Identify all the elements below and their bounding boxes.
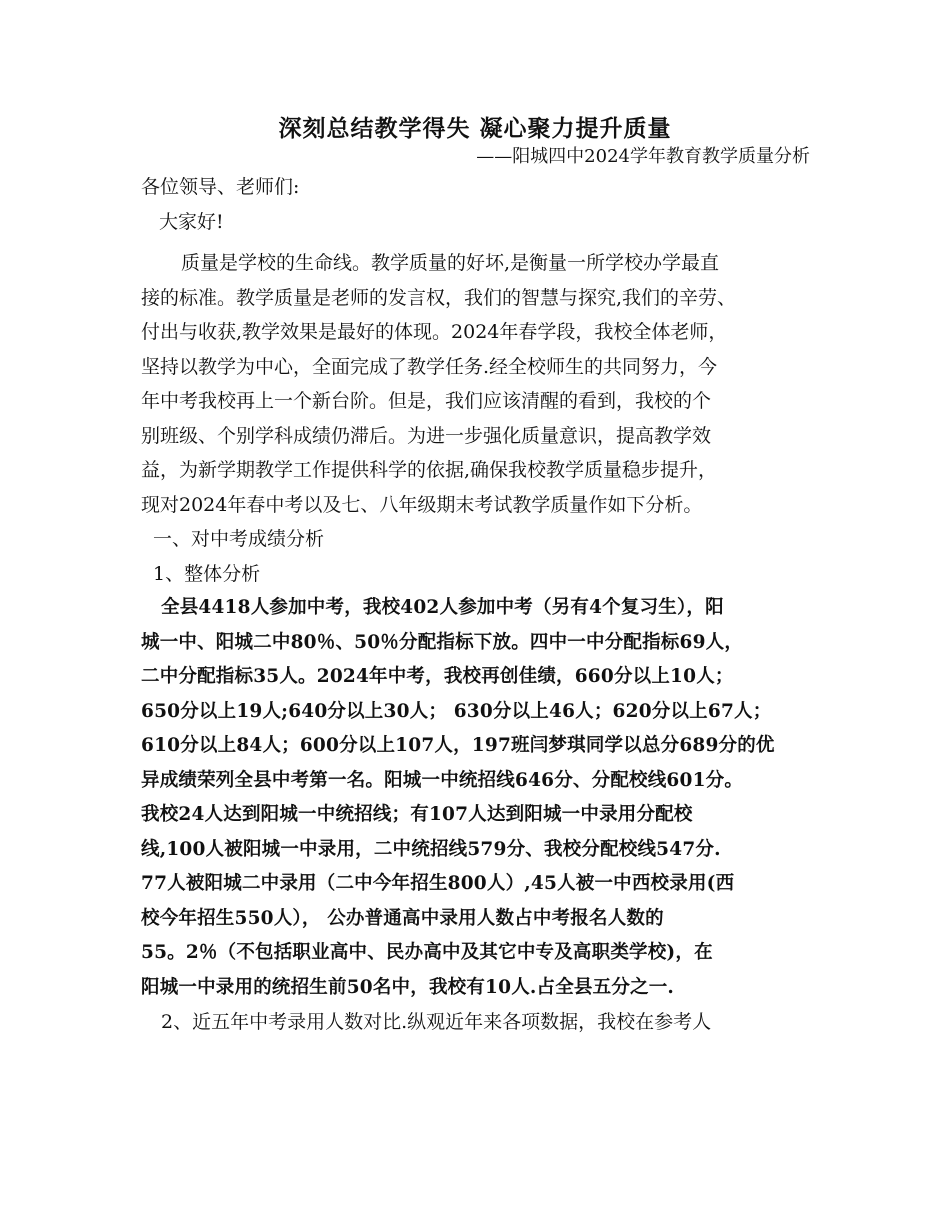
paragraph-line: 别班级、个别学科成绩仍滞后。为进一步强化质量意识，提高教学效 [141,424,712,447]
document-body [141,170,813,1040]
bold-paragraph-line: 全县4418人参加中考，我校402人参加中考（另有4个复习生），阳 [161,597,724,618]
subsection-heading: 2、近五年中考录用人数对比.纵观近年来各项数据，我校在参考人 [161,1011,712,1033]
bold-paragraph-line: 77人被阳城二中录用（二中今年招生800人）,45人被一中西校录用(西 [141,873,735,894]
bold-paragraph-line: 650分以上19人;640分以上30人； 630分以上46人；620分以上67人； [141,700,772,722]
bold-paragraph-line: 异成绩荣列全县中考第一名。阳城一中统招线646分、分配校线601分。 [141,769,744,791]
bold-paragraph-line: 610分以上84人；600分以上107人，197班闫梦琪同学以总分689分的优 [141,735,775,756]
bold-paragraph-line: 我校24人达到阳城一中统招线；有107人达到阳城一中录用分配校 [141,804,693,825]
greeting: 大家好! [159,210,224,233]
paragraph-line: 坚持以教学为中心，全面完成了教学任务.经全校师生的共同努力，今 [141,355,718,378]
document-subtitle: ——阳城四中2024学年教育教学质量分析 [476,146,810,167]
paragraph-line: 现对2024年春中考以及七、八年级期末考试教学质量作如下分析。 [141,493,703,516]
paragraph-line: 质量是学校的生命线。教学质量的好坏,是衡量一所学校办学最直 [181,252,720,274]
section-heading: 一、对中考成绩分析 [153,528,325,550]
bold-paragraph-line: 城一中、阳城二中80％、50％分配指标下放。四中一中分配指标69人， [141,631,744,653]
bold-paragraph-line: 校今年招生550人）， 公办普通高中录用人数占中考报名人数的 [141,907,664,929]
paragraph-line: 年中考我校再上一个新台阶。但是，我们应该清醒的看到，我校的个 [141,390,712,412]
bold-paragraph-line: 二中分配指标35人。2024年中考，我校再创佳绩，660分以上10人； [141,666,734,687]
document-title: 深刻总结教学得失 凝心聚力提升质量 [278,115,672,142]
paragraph-line: 接的标准。教学质量是老师的发言权，我们的智慧与探究,我们的辛劳、 [141,286,737,309]
salutation: 各位领导、老师们: [141,176,300,198]
paragraph-line: 付出与收获,教学效果是最好的体现。2024年春学段，我校全体老师， [141,321,728,343]
bold-paragraph-line: 线,100人被阳城一中录用，二中统招线579分、我校分配校线547分. [141,838,721,860]
subsection-heading: 1、整体分析 [153,562,261,585]
paragraph-line: 益，为新学期教学工作提供科学的依据,确保我校教学质量稳步提升， [141,459,718,481]
bold-paragraph-line: 阳城一中录用的统招生前50名中，我校有10人.占全县五分之一. [141,976,675,998]
bold-paragraph-line: 55。2％（不包括职业高中、民办高中及其它中专及高职类学校)，在 [141,942,713,963]
